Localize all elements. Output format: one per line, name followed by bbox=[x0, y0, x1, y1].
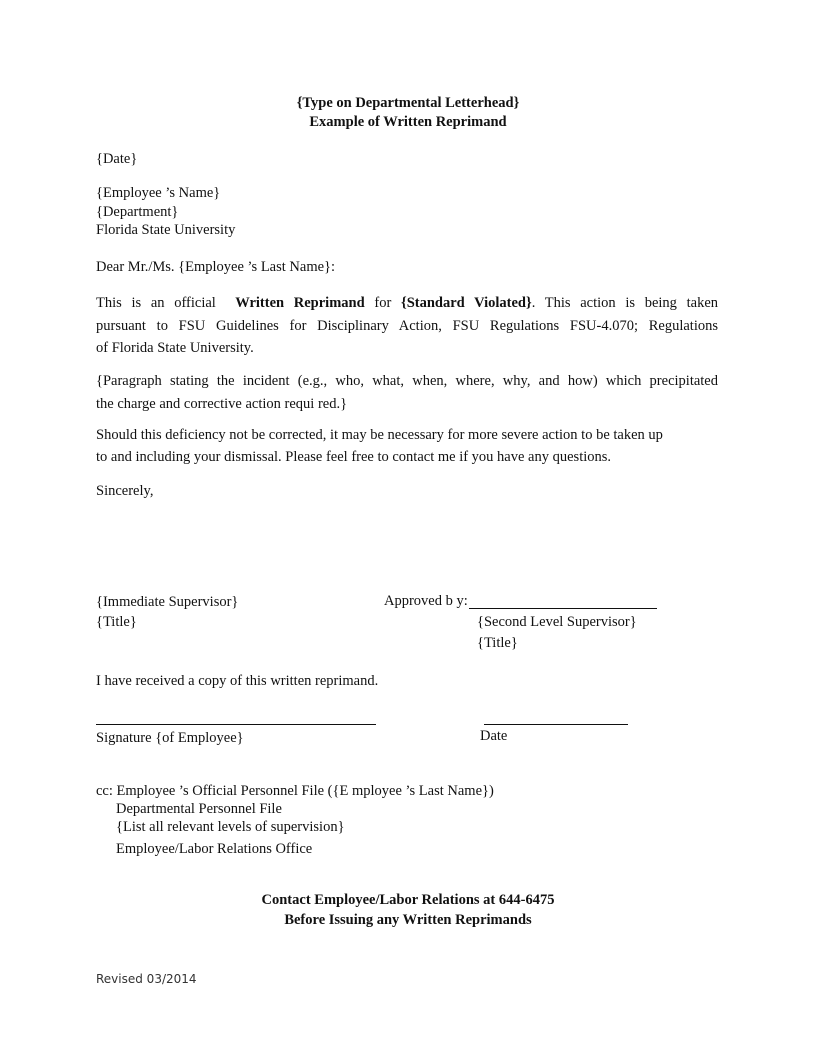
date-label: Date bbox=[480, 728, 508, 744]
incident-paragraph bbox=[96, 370, 718, 415]
reprimand-paragraph-line-3: of Florida State University. bbox=[96, 340, 254, 356]
reprimand-paragraph bbox=[96, 292, 718, 360]
second-level-supervisor: {Second Level Supervisor} bbox=[477, 614, 637, 630]
reprimand-paragraph-line-2: pursuant to FSU Guidelines for Disciplinary Action, FSU Regulations FSU-4.070; Regulations bbox=[96, 317, 718, 334]
contact-notice: Contact Employee/Labor Relations at 644-6475 bbox=[261, 892, 555, 908]
second-level-supervisor-title: {Title} bbox=[477, 635, 518, 651]
university-name: Florida State University bbox=[96, 222, 236, 238]
cc-line-personnel-file: cc: Employee ’s Official Personnel File ({E mployee ’s Last Name}) bbox=[96, 783, 494, 799]
revision-date: Revised 03/2014 bbox=[96, 972, 197, 986]
standard-violated-placeholder: {Standard Violated} bbox=[401, 295, 532, 311]
approval-signature-line bbox=[469, 608, 657, 609]
acknowledgment-statement: I have received a copy of this written reprimand. bbox=[96, 673, 379, 689]
employee-department: {Department} bbox=[96, 204, 179, 220]
closing: Sincerely, bbox=[96, 483, 154, 499]
cc-line-supervision-levels: {List all relevant levels of supervision} bbox=[116, 819, 345, 835]
written-reprimand-term: Written Reprimand bbox=[235, 295, 365, 311]
warning-paragraph-line-1: Should this deficiency not be corrected, it may be necessary for more severe action to be taken up bbox=[96, 427, 663, 443]
employee-signature-label: Signature {of Employee} bbox=[96, 730, 244, 746]
cc-line-labor-relations: Employee/Labor Relations Office bbox=[116, 841, 313, 857]
approved-by-label: Approved b y: bbox=[384, 593, 468, 609]
reprimand-paragraph-line-1: This is an official Written Reprimand for {Standard Violated}. This action is being taken bbox=[96, 295, 719, 311]
supervisor-title: {Title} bbox=[96, 614, 137, 630]
contact-notice-subline: Before Issuing any Written Reprimands bbox=[284, 912, 532, 928]
letterhead-placeholder: {Type on Departmental Letterhead} bbox=[296, 95, 520, 111]
employee-signature-line bbox=[96, 724, 376, 725]
incident-paragraph-line-1: {Paragraph stating the incident (e.g., who, what, when, where, why, and how) which precipitated bbox=[96, 373, 718, 389]
incident-paragraph-line-2: the charge and corrective action requi red.} bbox=[96, 395, 348, 412]
date-signature-line bbox=[484, 724, 628, 725]
cc-line-departmental-file: Departmental Personnel File bbox=[116, 801, 282, 817]
warning-paragraph-line-2: to and including your dismissal. Please feel free to contact me if you have any questions. bbox=[96, 449, 612, 465]
salutation: Dear Mr./Ms. {Employee ’s Last Name}: bbox=[96, 259, 336, 275]
date-field: {Date} bbox=[96, 151, 138, 167]
document-title: Example of Written Reprimand bbox=[309, 114, 507, 130]
immediate-supervisor: {Immediate Supervisor} bbox=[96, 594, 239, 610]
employee-name: {Employee ’s Name} bbox=[96, 185, 221, 201]
